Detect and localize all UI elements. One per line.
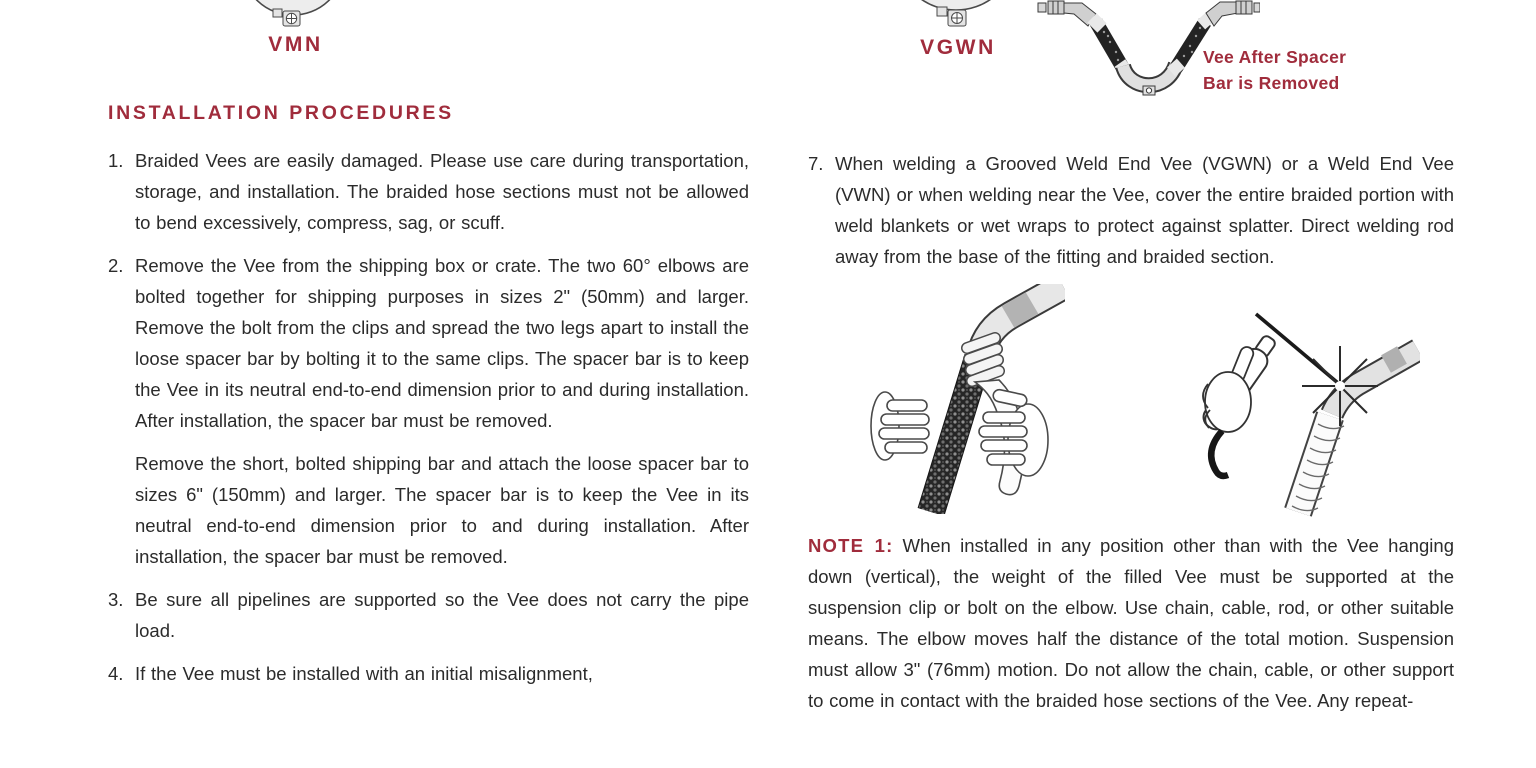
vee-caption: [1203, 44, 1383, 96]
procedure-item-3: [108, 584, 749, 646]
vgwn-label: VGWN: [920, 36, 996, 59]
procedure-item-2: [108, 250, 749, 436]
item-number: 7.: [808, 153, 824, 174]
right-column: [808, 148, 1454, 716]
note-paragraph: [808, 530, 1454, 716]
note-label: NOTE 1:: [808, 535, 894, 556]
item-text: Remove the short, bolted shipping bar and attach the loose spacer bar to sizes 6" (150mm) and larger. The spacer bar is to keep the Vee in its neutral end-to-end dimension prior to and during installation. After installation, the spacer bar must be removed.: [135, 453, 749, 567]
welding-illustration: [1170, 284, 1420, 519]
left-hand: [871, 392, 929, 460]
vee-caption-line2: Bar is Removed: [1203, 73, 1340, 93]
vmn-loop-drawing: [233, 0, 358, 30]
item-text: Be sure all pipelines are supported so the Vee does not carry the pipe load.: [135, 589, 749, 641]
procedure-item-4: [108, 658, 749, 689]
left-column: [108, 101, 749, 701]
item-number: 2.: [108, 255, 124, 276]
item-number: 4.: [108, 663, 124, 684]
note-text: When installed in any position other than with the Vee hanging down (vertical), the weight of the filled Vee must be supported at the suspension clip or bolt on the elbow. Use chain, cable, rod, or other suitable means. The elbow moves half the distance of the total motion. Suspension must allow 3" (76mm) motion. Do not allow the chain, cable, or other support to come in contact with the braided hose sections of the Vee. Any repeat-: [808, 535, 1454, 711]
item-text: Remove the Vee from the shipping box or crate. The two 60° elbows are bolted together for shipping purposes in sizes 2" (50mm) and larger. Remove the bolt from the clips and spread the two legs apart to install the loose spacer bar by bolting it to the same clips. The spacer bar is to keep the Vee in its neutral end-to-end dimension prior to and during installation. After installation, the spacer bar must be removed.: [135, 255, 749, 431]
right-hand: [979, 389, 1048, 476]
installation-procedures-heading: INSTALLATION PROCEDURES: [108, 102, 454, 124]
vee-caption-line1: Vee After Spacer: [1203, 47, 1347, 67]
vmn-loop-figure: [233, 0, 358, 30]
weld-protection-illustrations: [865, 284, 1454, 516]
vgwn-loop-drawing: [893, 0, 1023, 32]
procedure-item-2-continuation: [108, 448, 749, 572]
procedure-item-1: [108, 145, 749, 238]
procedure-item-7: [808, 148, 1454, 272]
item-text: If the Vee must be installed with an initial misalignment,: [135, 663, 593, 684]
welder-hand: [1203, 345, 1255, 432]
item-text: Braided Vees are easily damaged. Please use care during transportation, storage, and installation. The braided hose sections must not be allowed to bend excessively, compress, sag, or scuff.: [135, 150, 749, 233]
item-number: 1.: [108, 150, 124, 171]
vmn-label: VMN: [268, 33, 323, 56]
item-text: When welding a Grooved Weld End Vee (VGWN) or a Weld End Vee (VWN) or when welding near the Vee, cover the entire braided portion with weld blankets or wet wraps to protect against splatter. Direct welding rod away from the base of the fitting and braided section.: [835, 153, 1454, 267]
wet-wrap-illustration: [865, 284, 1065, 514]
vgwn-loop-figure: [893, 0, 1023, 32]
item-number: 3.: [108, 589, 124, 610]
